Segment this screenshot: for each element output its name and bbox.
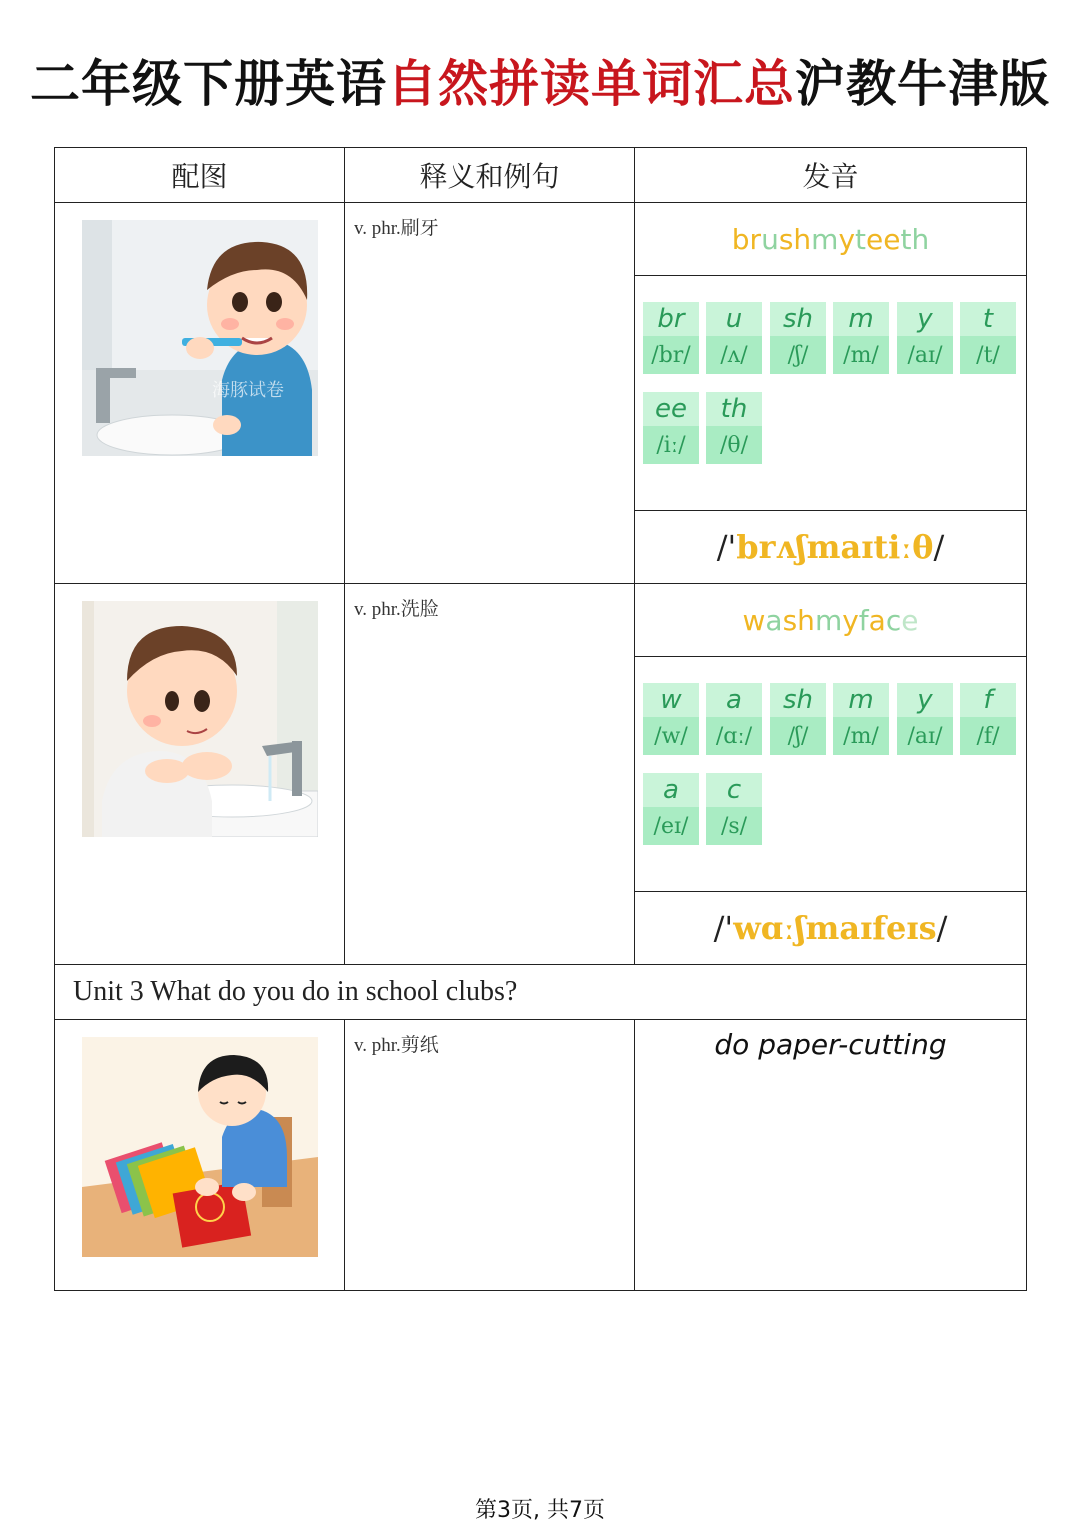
word-part: y bbox=[838, 222, 856, 256]
word-part: c bbox=[885, 603, 902, 637]
phonics-tile: y /aɪ/ bbox=[897, 683, 953, 755]
phonics-tile: t /t/ bbox=[960, 302, 1016, 374]
illustration-paper-cutting bbox=[82, 1037, 318, 1273]
word-part: th bbox=[900, 222, 930, 256]
phonics-tile: c /s/ bbox=[706, 773, 762, 845]
word-part: sh bbox=[778, 222, 812, 256]
phonics-tile: f /f/ bbox=[960, 683, 1016, 755]
word-part: m bbox=[811, 222, 839, 256]
table-row bbox=[55, 1020, 1027, 1291]
phonics-tile: th /θ/ bbox=[706, 392, 762, 464]
phonics-tile: m /m/ bbox=[833, 302, 889, 374]
word-part: a bbox=[765, 603, 783, 637]
word-part: w bbox=[742, 603, 766, 637]
word-part: t bbox=[855, 222, 867, 256]
ipa-transcription: /' wɑːʃmaɪfeɪs / bbox=[713, 909, 948, 947]
header-meaning: 释义和例句 bbox=[345, 148, 635, 203]
word-part: ee bbox=[866, 222, 901, 256]
pronunciation-cell bbox=[635, 584, 1027, 965]
table-row bbox=[55, 584, 1027, 965]
word-part: m bbox=[814, 603, 843, 637]
illustration-washing-face bbox=[82, 601, 318, 837]
vocab-table bbox=[54, 147, 1027, 1291]
title-part2: 沪教牛津版 bbox=[795, 55, 1050, 113]
ipa-transcription: /' brʌʃmaɪtiːθ / bbox=[716, 528, 945, 566]
meaning-text: v. phr.剪纸 bbox=[354, 1035, 439, 1056]
phonics-tiles bbox=[635, 656, 1026, 892]
phonics-word bbox=[635, 584, 1026, 656]
word-part: e bbox=[901, 603, 919, 637]
page-title bbox=[0, 44, 1080, 116]
header-image: 配图 bbox=[55, 148, 345, 203]
phrase-text: do paper-cutting bbox=[714, 1028, 947, 1061]
meaning-cell bbox=[345, 1020, 635, 1291]
phonics-tile: sh /ʃ/ bbox=[770, 302, 826, 374]
phonics-tiles bbox=[635, 275, 1026, 511]
word-part: br bbox=[731, 222, 762, 256]
pronunciation-cell bbox=[635, 1020, 1027, 1291]
page-footer: 第3页, 共7页 bbox=[475, 1498, 605, 1523]
illustration-brushing-teeth bbox=[82, 220, 318, 456]
image-cell bbox=[55, 584, 345, 965]
phonics-tile: a /eɪ/ bbox=[643, 773, 699, 845]
title-highlight: 自然拼读单词汇总 bbox=[387, 55, 795, 113]
phonics-tile: sh /ʃ/ bbox=[770, 683, 826, 755]
watermark-text: 海豚试卷 bbox=[212, 380, 284, 401]
meaning-cell bbox=[345, 584, 635, 965]
pronunciation-cell bbox=[635, 203, 1027, 584]
table-row bbox=[55, 203, 1027, 584]
image-cell bbox=[55, 1020, 345, 1291]
meaning-text: v. phr.刷牙 bbox=[354, 218, 439, 239]
phonics-tile: m /m/ bbox=[833, 683, 889, 755]
title-part1: 二年级下册英语 bbox=[30, 55, 387, 113]
phonics-tile: u /ʌ/ bbox=[706, 302, 762, 374]
word-part: a bbox=[868, 603, 886, 637]
word-part: sh bbox=[782, 603, 815, 637]
phonics-tile: ee /iː/ bbox=[643, 392, 699, 464]
word-part: f bbox=[858, 603, 869, 637]
phonics-tile: w /w/ bbox=[643, 683, 699, 755]
word-part: u bbox=[761, 222, 779, 256]
phonics-tile: y /aɪ/ bbox=[897, 302, 953, 374]
word-part: y bbox=[842, 603, 859, 637]
phonics-tile: br /br/ bbox=[643, 302, 699, 374]
meaning-cell bbox=[345, 203, 635, 584]
header-pronunciation: 发音 bbox=[635, 148, 1027, 203]
phonics-word bbox=[635, 203, 1026, 275]
phonics-tile: a /ɑː/ bbox=[706, 683, 762, 755]
image-cell bbox=[55, 203, 345, 584]
unit-heading: Unit 3 What do you do in school clubs? bbox=[55, 965, 1027, 1020]
header-row bbox=[55, 148, 1027, 203]
meaning-text: v. phr.洗脸 bbox=[354, 599, 439, 620]
unit-row bbox=[55, 965, 1027, 1020]
